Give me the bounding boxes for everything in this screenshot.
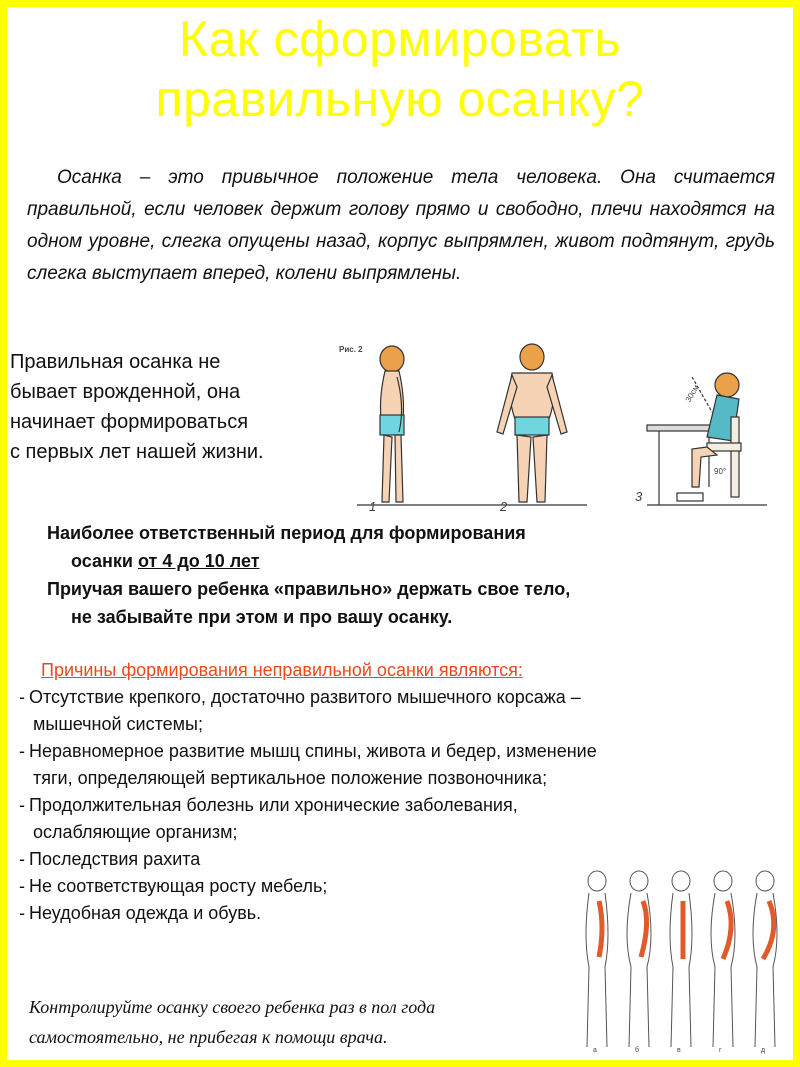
spine-label-b: б <box>635 1047 640 1054</box>
dash: - <box>19 795 25 815</box>
birth-line-4: с первых лет нашей жизни. <box>10 441 264 463</box>
cause-4-line-1: Последствия рахита <box>29 849 201 869</box>
key-point-1-line-2-text: осанки <box>71 551 138 571</box>
cause-1-line-2: мышечной системы; <box>33 714 203 734</box>
causes-title: Причины формирования неправильной осанки являются: <box>41 660 523 680</box>
spine-figure-a <box>586 871 608 1047</box>
key-points <box>25 519 785 631</box>
spine-figure-b <box>627 871 651 1047</box>
cause-2-line-2: тяги, определяющей вертикальное положение позвоночника; <box>33 768 548 788</box>
age-range: от 4 до 10 лет <box>137 551 260 571</box>
child-back-view <box>497 344 567 502</box>
dash: - <box>19 687 25 707</box>
cause-item <box>19 684 789 738</box>
cause-2-line-1: Неравномерное развитие мышц спины, живота и бедер, изменение <box>29 741 597 761</box>
spine-label-e: д <box>761 1047 766 1054</box>
spine-label-d: г <box>719 1047 722 1054</box>
dash: - <box>19 741 25 761</box>
spine-types-illustration <box>577 867 787 1057</box>
posture-illustration <box>339 337 777 522</box>
angle-label: 90° <box>714 467 727 476</box>
figure-caption: Рис. 2 <box>339 345 363 354</box>
spine-label-a: а <box>593 1047 597 1054</box>
footer-line-2: самостоятельно, не прибегая к помощи врача. <box>29 1027 388 1047</box>
posture-not-innate-text <box>10 347 350 467</box>
cause-3-line-2: ослабляющие организм; <box>33 822 238 842</box>
key-point-2 <box>25 575 785 631</box>
cause-6-line-1: Неудобная одежда и обувь. <box>29 903 262 923</box>
distance-label: 30см <box>683 383 701 404</box>
cause-5-line-1: Не соответствующая росту мебель; <box>29 876 328 896</box>
birth-line-1: Правильная осанка не <box>10 351 221 373</box>
key-point-1 <box>25 519 785 575</box>
figure-label-3: 3 <box>635 489 643 504</box>
posture-figures <box>347 337 777 522</box>
spine-figures <box>577 867 787 1057</box>
key-point-1-line-1: Наиболее ответственный период для формирования <box>47 523 526 543</box>
birth-line-2: бывает врожденной, она <box>10 381 241 403</box>
dash: - <box>19 903 25 923</box>
dash: - <box>19 876 25 896</box>
title-line-2: правильную осанку? <box>155 71 645 127</box>
poster-sheet <box>7 7 793 1060</box>
spine-figure-d <box>711 871 735 1047</box>
key-point-2-line-1: Приучая вашего ребенка «правильно» держать свое тело, <box>47 579 571 599</box>
cause-item <box>19 792 789 846</box>
spine-label-c: в <box>677 1047 681 1054</box>
spine-figure-c <box>670 871 692 1047</box>
page-title <box>7 9 793 129</box>
figure-label-1: 1 <box>369 499 377 514</box>
child-at-desk <box>647 373 767 505</box>
key-point-1-line-2 <box>47 547 785 575</box>
key-point-2-line-2: не забывайте при этом и про вашу осанку. <box>71 607 453 627</box>
cause-3-line-1: Продолжительная болезнь или хронические заболевания, <box>29 795 518 815</box>
cause-item <box>19 738 789 792</box>
title-line-1: Как сформировать <box>178 11 622 67</box>
footer-line-1: Контролируйте осанку своего ребенка раз в пол года <box>29 997 436 1017</box>
spine-figure-e <box>753 871 777 1047</box>
footer-advice <box>29 992 589 1052</box>
posture-definition: Осанка – это привычное положение тела человека. Она считается правильной, если человек держит голову прямо и свободно, плечи находятся на одном уровне, слегка опущены назад, корпус выпрямлен, живот подтянут, грудь слегка выступает вперед, колени выпрямлены. <box>27 167 775 284</box>
cause-1-line-1: Отсутствие крепкого, достаточно развитого мышечного корсажа – <box>29 687 581 707</box>
dash: - <box>19 849 25 869</box>
child-side-view <box>380 346 404 502</box>
birth-line-3: начинает формироваться <box>10 411 249 433</box>
figure-label-2: 2 <box>500 499 508 514</box>
